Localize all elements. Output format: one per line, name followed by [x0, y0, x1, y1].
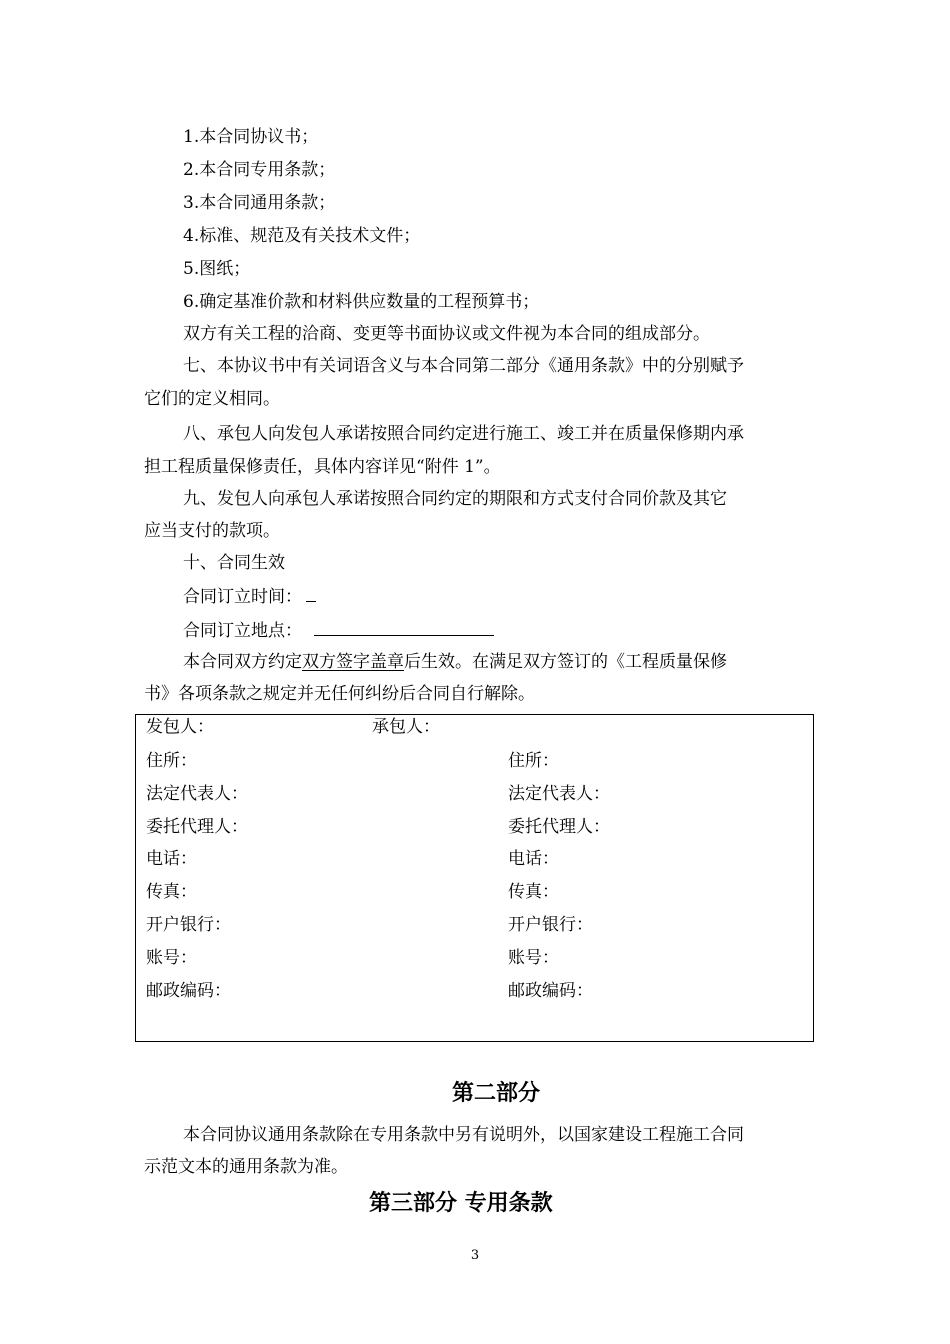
- effective-line-1: [183, 652, 727, 672]
- part-2-text-line-2: 示范文本的通用条款为准。: [144, 1157, 348, 1177]
- sign-time-label: 合同订立时间：: [183, 587, 302, 607]
- employer-label: 发包人：: [146, 717, 214, 737]
- list-item: 2.本合同专用条款；: [183, 160, 336, 180]
- clause-8-line-2: 担工程质量保修责任，具体内容详见“附件 1”。: [144, 457, 501, 477]
- effective-underlined: 双方签字盖章: [302, 652, 404, 672]
- contractor-bank: 开户银行：: [508, 915, 593, 935]
- list-item: 5.图纸；: [183, 259, 251, 279]
- part-2-text-line-1: 本合同协议通用条款除在专用条款中另有说明外，以国家建设工程施工合同: [183, 1125, 744, 1145]
- employer-fax: 传真：: [146, 882, 197, 902]
- contractor-fax: 传真：: [508, 882, 559, 902]
- clause-10: 十、合同生效: [183, 553, 285, 573]
- effective-line-2: 书》各项条款之规定并无任何纠纷后合同自行解除。: [144, 684, 535, 704]
- sign-time: [183, 586, 316, 607]
- part-2-title: 第二部分: [452, 1080, 541, 1106]
- contractor-address: 住所：: [508, 751, 559, 771]
- employer-legal-rep: 法定代表人：: [146, 784, 248, 804]
- contractor-legal-rep: 法定代表人：: [508, 784, 610, 804]
- clause-8-line-1: 八、承包人向发包人承诺按照合同约定进行施工、竣工并在质量保修期内承: [183, 424, 744, 444]
- employer-account: 账号：: [146, 948, 197, 968]
- clause-9-line-1: 九、发包人向承包人承诺按照合同约定的期限和方式支付合同价款及其它: [183, 489, 727, 509]
- list-item: 4.标准、规范及有关技术文件；: [183, 226, 421, 246]
- list-item: 1.本合同协议书；: [183, 127, 319, 147]
- employer-address: 住所：: [146, 751, 197, 771]
- list-item: 6.确定基准价款和材料供应数量的工程预算书；: [183, 292, 540, 312]
- contractor-agent: 委托代理人：: [508, 817, 610, 837]
- paragraph-docs: 双方有关工程的洽商、变更等书面协议或文件视为本合同的组成部分。: [183, 324, 710, 344]
- effective-post: 后生效。在满足双方签订的《工程质量保修: [404, 652, 727, 672]
- contractor-phone: 电话：: [508, 849, 559, 869]
- clause-7-line-2: 它们的定义相同。: [144, 389, 280, 409]
- effective-pre: 本合同双方约定: [183, 652, 302, 672]
- sign-place: [183, 620, 494, 641]
- contractor-account: 账号：: [508, 948, 559, 968]
- party-table: [135, 714, 814, 1042]
- employer-agent: 委托代理人：: [146, 817, 248, 837]
- page-number: 3: [470, 1248, 480, 1263]
- employer-bank: 开户银行：: [146, 915, 231, 935]
- employer-postcode: 邮政编码：: [146, 981, 231, 1001]
- sign-place-blank: [314, 620, 494, 636]
- sign-place-label: 合同订立地点：: [183, 621, 302, 641]
- clause-7-line-1: 七、本协议书中有关词语含义与本合同第二部分《通用条款》中的分别赋予: [183, 356, 744, 376]
- contractor-label: 承包人：: [372, 717, 440, 737]
- part-3-title: 第三部分 专用条款: [369, 1190, 553, 1216]
- list-item: 3.本合同通用条款；: [183, 193, 336, 213]
- contractor-postcode: 邮政编码：: [508, 981, 593, 1001]
- employer-phone: 电话：: [146, 849, 197, 869]
- sign-time-blank: [306, 586, 316, 602]
- clause-9-line-2: 应当支付的款项。: [144, 521, 280, 541]
